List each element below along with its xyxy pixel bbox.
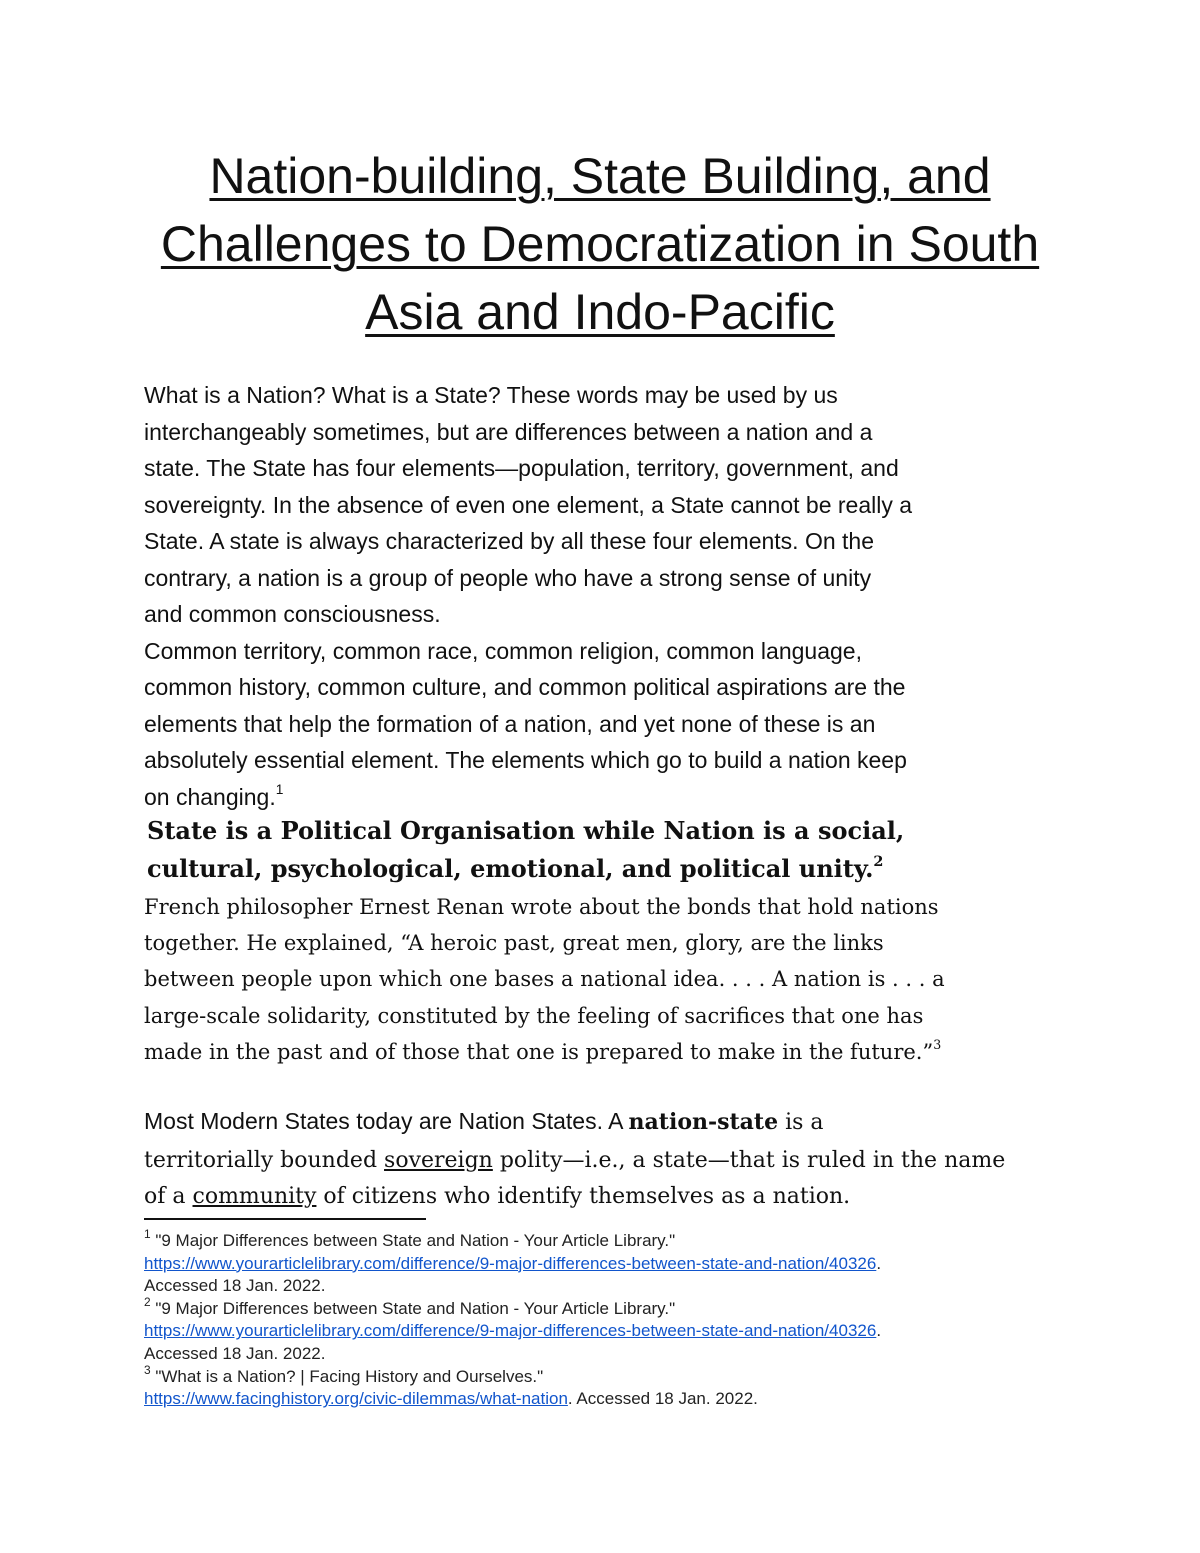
footnote-3-line (144, 1362, 1084, 1389)
footnote-2-line (144, 1295, 1084, 1321)
footnote-1-line (144, 1227, 1084, 1253)
footnote-ref[interactable]: 1 (275, 781, 284, 797)
footnote-number: 1 (144, 1227, 151, 1242)
footnote-link[interactable]: https://www.facinghistory.org/civic-dilemmas/what-nation (144, 1389, 568, 1409)
text-fragment: Most Modern States today are Nation States. A (144, 1108, 629, 1134)
title-line: Asia and Indo-Pacific (365, 284, 835, 340)
term-nation-state: nation-state (628, 1109, 779, 1135)
text-line: large-scale solidarity, constituted by the feeling of sacrifices that one has (144, 1003, 924, 1028)
text-line: common history, common culture, and common political aspirations are the (144, 674, 906, 700)
text-line: together. He explained, “A heroic past, great men, glory, are the links (144, 931, 884, 956)
footnotes (144, 1227, 1084, 1411)
text-fragment: of citizens who identify themselves as a nation. (316, 1184, 851, 1209)
title-line: Nation-building, State Building, and (209, 148, 991, 204)
footnote-text: "9 Major Differences between State and Nation - Your Article Library." (150, 1298, 676, 1318)
footnote-text: "What is a Nation? | Facing History and Ourselves." (150, 1366, 544, 1386)
footnote-3-link-line (144, 1388, 1084, 1411)
text-fragment: is a (778, 1110, 824, 1135)
community-link[interactable]: community (192, 1184, 317, 1209)
text-line: interchangeably sometimes, but are differences between a nation and a (144, 418, 873, 445)
footnote-ref[interactable]: 2 (873, 853, 884, 870)
text-line: contrary, a nation is a group of people who have a strong sense of unity (144, 564, 872, 591)
footnote-ref[interactable]: 3 (933, 1036, 942, 1052)
footnote-separator (144, 1218, 426, 1220)
footnote-text: . Accessed 18 Jan. 2022. (567, 1389, 758, 1409)
paragraph-renan (144, 889, 1094, 1070)
footnote-1-link-line (144, 1253, 1084, 1276)
footnote-text: "9 Major Differences between State and Nation - Your Article Library." (150, 1231, 676, 1250)
text-line: What is a Nation? What is a State? These words may be used by us (144, 382, 838, 408)
footnote-link[interactable]: https://www.yourarticlelibrary.com/difference/9-major-differences-between-state-and-nation/40326 (144, 1253, 877, 1273)
text-fragment: polity—i.e., a state—that is ruled in the name (492, 1148, 1006, 1173)
text-line: between people upon which one bases a national idea. . . . A nation is . . . a (144, 967, 945, 992)
text-line (144, 779, 1084, 816)
footnote-text: . (876, 1253, 882, 1273)
footnote-accessed: Accessed 18 Jan. 2022. (144, 1343, 326, 1363)
sovereign-link[interactable]: sovereign (384, 1148, 493, 1173)
text-line: State. A state is always characterized by all these four elements. On the (144, 528, 874, 554)
text-line: absolutely essential element. The elements which go to build a nation keep (144, 747, 907, 773)
text-line: and common consciousness. (144, 601, 441, 627)
heading-line (147, 850, 1097, 888)
footnote-accessed: Accessed 18 Jan. 2022. (144, 1276, 326, 1296)
footnote-number: 2 (144, 1295, 151, 1310)
text-line (144, 1143, 1094, 1179)
footnote-2-link-line (144, 1320, 1084, 1343)
text-fragment: on changing. (144, 783, 276, 810)
page-title (120, 142, 1080, 346)
text-fragment: of a (144, 1184, 193, 1209)
text-line (144, 1103, 1094, 1143)
title-line: Challenges to Democratization in South (160, 216, 1040, 272)
paragraph-nation-state (144, 1103, 1094, 1215)
text-line: Common territory, common race, common religion, common language, (144, 637, 862, 664)
footnote-text: . (876, 1321, 882, 1341)
section-heading (147, 812, 1097, 888)
text-line: elements that help the formation of a nation, and yet none of these is an (144, 710, 876, 737)
paragraph-nation-vs-state (144, 377, 1084, 815)
text-line (144, 1034, 1094, 1070)
footnote-link[interactable]: https://www.yourarticlelibrary.com/difference/9-major-differences-between-state-and-nation/40326 (144, 1321, 877, 1341)
text-line: sovereignty. In the absence of even one element, a State cannot be really a (144, 491, 913, 518)
text-line (144, 1179, 1094, 1215)
text-fragment: made in the past and of those that one is prepared to make in the future.” (144, 1039, 934, 1064)
text-fragment: cultural, psychological, emotional, and political unity. (147, 854, 874, 883)
footnote-number: 3 (144, 1362, 151, 1377)
heading-line: State is a Political Organisation while Nation is a social, (147, 816, 905, 845)
text-fragment: territorially bounded (144, 1148, 385, 1173)
text-line: state. The State has four elements—population, territory, government, and (144, 455, 899, 481)
text-line: French philosopher Ernest Renan wrote about the bonds that hold nations (144, 895, 939, 919)
